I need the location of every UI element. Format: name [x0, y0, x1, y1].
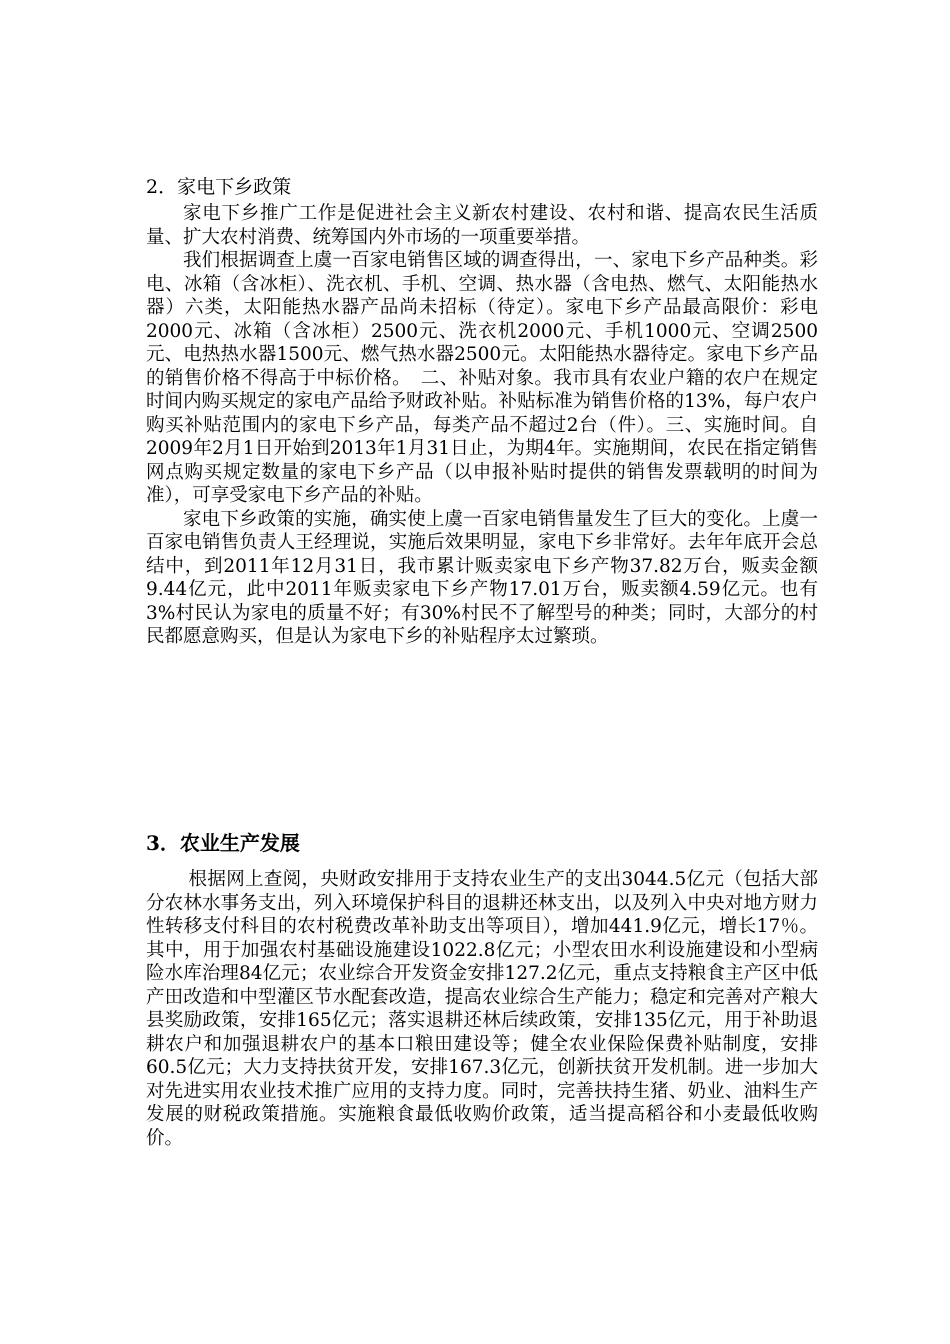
paragraph: 家电下乡政策的实施，确实使上虞一百家电销售量发生了巨大的变化。上虞一百家电销售负责人王经理说，实施后效果明显，家电下乡非常好。去年年底开会总结中，到2011年12月31日，我市累计贩卖家电下乡产物37.82万台，贩卖金额9.44亿元，此中2011年贩卖家电下乡产物17.01万台，贩卖额4.59亿元。也有3%村民认为家电的质量不好；有30%村民不了解型号的种类；同时，大部分的村民都愿意购买，但是认为家电下乡的补贴程序太过繁琐。	[146, 508, 818, 647]
paragraph: 我们根据调查上虞一百家电销售区域的调查得出，一、家电下乡产品种类。彩电、冰箱（含冰柜）、洗衣机、手机、空调、热水器（含电热、燃气、太阳能热水器）六类，太阳能热水器产品尚未招标（待定）。家电下乡产品最高限价：彩电2000元、冰箱（含冰柜）2500元、洗衣机2000元、手机1000元、空调2500元、电热热水器1500元、燃气热水器2500元。太阳能热水器待定。家电下乡产品的销售价格不得高于中标价格。 二、补贴对象。我市具有农业户籍的农户在规定时间内购买规定的家电产品给予财政补贴。补贴标准为销售价格的13%，每户农户购买补贴范围内的家电下乡产品，每类产品不超过2台（件）。三、实施时间。自2009年2月1日开始到2013年1月31日止，为期4年。实施期间，农民在指定销售网点购买规定数量的家电下乡产品（以申报补贴时提供的销售发票载明的时间为准），可享受家电下乡产品的补贴。	[146, 250, 818, 506]
section-agriculture-development	[146, 828, 818, 1150]
section-heading: 2．家电下乡政策	[146, 176, 292, 198]
paragraph: 根据网上查阅，央财政安排用于支持农业生产的支出3044.5亿元（包括大部分农林水事务支出，列入环境保护科目的退耕还林支出，以及列入中央对地方财力性转移支付科目的农村税费改革补助支出等项目），增加441.9亿元，增长17％。其中，用于加强农村基础设施建设1022.8亿元；小型农田水利设施建设和小型病险水库治理84亿元；农业综合开发资金安排127.2亿元，重点支持粮食主产区中低产田改造和中型灌区节水配套改造，提高农业综合生产能力；稳定和完善对产粮大县奖励政策，安排165亿元；落实退耕还林后续政策，安排135亿元，用于补助退耕农户和加强退耕农户的基本口粮田建设等；健全农业保险保费补贴制度，安排60.5亿元；大力支持扶贫开发，安排167.3亿元，创新扶贫开发机制。进一步加大对先进实用农业技术推广应用的支持力度。同时，完善扶持生猪、奶业、油料生产发展的财税政策措施。实施粮食最低收购价政策，适当提高稻谷和小麦最低收购价。	[146, 869, 818, 1149]
paragraph: 家电下乡推广工作是促进社会主义新农村建设、农村和谐、提高农民生活质量、扩大农村消费、统筹国内外市场的一项重要举措。	[146, 203, 818, 248]
section-heading: 3．农业生产发展	[146, 831, 300, 855]
section-appliances-policy	[146, 172, 818, 649]
